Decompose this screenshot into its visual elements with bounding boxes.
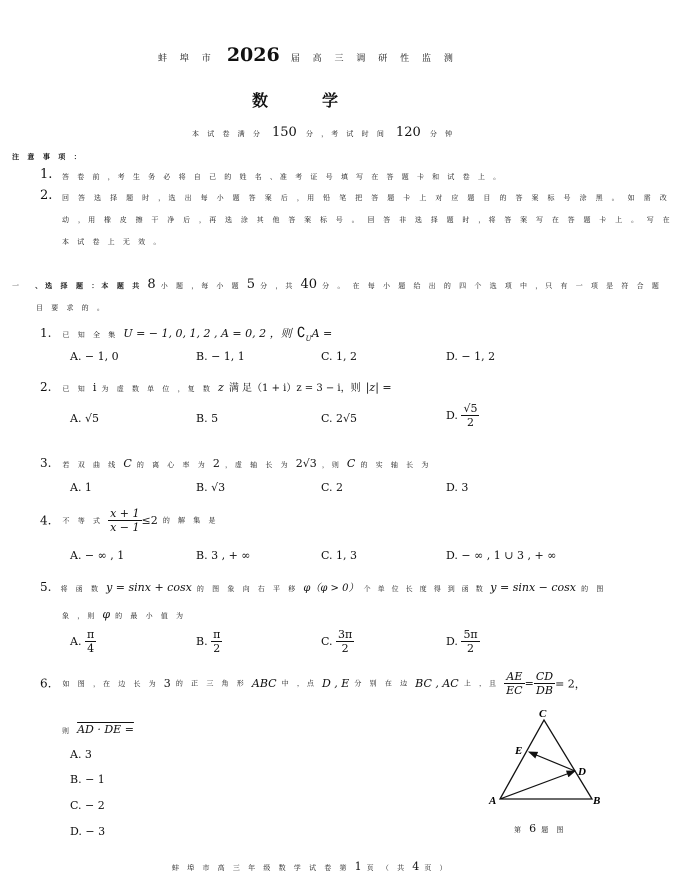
q4-option-a: A. − ∞ , 1 <box>70 549 125 562</box>
q6-text-g: 则 <box>62 727 72 735</box>
q5-a-numerator: π <box>86 628 95 641</box>
q5-d-numerator: 5π <box>463 628 478 641</box>
q2-number: 2. <box>40 380 52 394</box>
footer-page: 1 <box>354 860 362 873</box>
q5-phi: φ（φ > 0） <box>303 583 359 594</box>
q4-option-d: D. − ∞ , 1 ∪ 3 , + ∞ <box>446 549 557 562</box>
label-a: A <box>489 795 497 807</box>
info-text-c: 分 钟 <box>429 130 456 138</box>
q6-text-e: 上 ，且 <box>463 679 500 688</box>
q5-b-denominator: 2 <box>213 642 221 655</box>
q3-option-d: D. 3 <box>446 481 469 494</box>
title-year: 2026 <box>226 44 280 66</box>
question-4 <box>40 507 219 534</box>
note-1-number: 1. <box>40 167 53 182</box>
q1-tail: A = <box>311 327 333 340</box>
q1-text: 已 知 全 集 <box>62 331 119 339</box>
q6-ratio-1-bottom: EC <box>506 684 523 697</box>
q6-text-c: 中 ，点 <box>281 679 317 688</box>
q5-option-a <box>70 628 96 655</box>
q6-figure <box>482 704 606 814</box>
q3-option-c: C. 2 <box>321 481 344 494</box>
q2-condition: 满 足（1 + i）z = 3 − i，则 <box>228 383 361 394</box>
q3-text-a: 若 双 曲 线 <box>62 461 119 469</box>
footer-text-c: 页 ） <box>424 864 450 872</box>
q6-triangle: ABC <box>251 677 277 690</box>
info-text-b: 分 ，考 试 时 间 <box>305 130 387 138</box>
section-text-b: 小 题 ，每 小 题 <box>160 282 242 290</box>
label-c: C <box>539 708 547 720</box>
footer-text-a: 蚌 埠 市 高 三 年 级 数 学 试 卷 第 <box>172 864 350 872</box>
q6-equals-2: = 2， <box>555 677 586 691</box>
q5-function-2: y = sinx − cosx <box>490 581 576 594</box>
q6-text-d: 分 别 在 边 <box>354 679 411 688</box>
q5-c-fraction <box>336 628 354 655</box>
q3-curve-2: C <box>346 457 356 470</box>
exam-info <box>192 121 455 140</box>
label-e: E <box>515 745 523 757</box>
q5-a-denominator: 4 <box>87 642 95 655</box>
q6-option-d: D. − 3 <box>70 825 106 838</box>
q6-equals: = <box>524 677 534 690</box>
q6-option-b: B. − 1 <box>70 773 105 786</box>
q5-text-d: 的 图 <box>581 585 607 593</box>
question-count: 8 <box>147 277 156 292</box>
q1-option-a: A. − 1, 0 <box>70 350 119 363</box>
q5-option-c <box>321 628 354 655</box>
q1-sets: U = − 1, 0, 1, 2 , A = 0, 2 ，则 <box>123 327 292 340</box>
q2-a-value: √5 <box>84 412 99 425</box>
q5-b-label: B. <box>196 635 208 648</box>
title-prefix: 蚌 埠 市 <box>158 54 216 64</box>
q5-b-numerator: π <box>213 628 221 641</box>
note-2-line-1: 回 答 选 择 题 时 ，选 出 每 小 题 答 案 后 ，用 铅 笔 把 答 题 卡 上 对 应 题 目 的 答 案 标 号 涂 黑 。 如 需 改 <box>62 194 671 202</box>
label-d: D <box>578 766 586 778</box>
q5-a-fraction <box>85 628 96 655</box>
q2-z: z <box>217 381 224 394</box>
section-1-heading-cont: 目 要 求 的 。 <box>36 304 107 312</box>
q5-text-f: 的 最 小 值 为 <box>115 612 187 620</box>
q2-option-b: B. 5 <box>196 412 219 425</box>
question-6 <box>40 670 586 697</box>
q5-option-d <box>446 628 480 655</box>
q1-option-d: D. − 1, 2 <box>446 350 496 363</box>
q6-ratio-1-top: AE <box>504 670 524 684</box>
question-6-cont <box>62 718 134 737</box>
q2-text-a: 已 知 <box>62 385 88 393</box>
caption-text-b: 题 图 <box>541 826 567 834</box>
note-2-number: 2. <box>40 188 53 203</box>
q6-option-c: C. − 2 <box>70 799 105 812</box>
section-text-a: 、选 择 题 ：本 题 共 <box>35 281 143 290</box>
q6-points: D , E <box>321 677 350 690</box>
q5-d-label: D. <box>446 635 458 648</box>
note-2-line-2: 动 ，用 橡 皮 擦 干 净 后 ，再 选 涂 其 他 答 案 标 号 。 回 答 非 选 择 题 时 ，将 答 案 写 在 答 题 卡 上 。 写 在 <box>62 216 673 224</box>
note-2-line-3: 本 试 卷 上 无 效 。 <box>62 238 164 246</box>
q2-c-label: C. 2 <box>321 412 344 425</box>
q5-text-a: 将 函 数 <box>60 585 101 593</box>
q6-number: 6. <box>40 676 52 691</box>
q4-relation: ≤2 <box>141 514 158 527</box>
question-5 <box>40 576 606 595</box>
q3-b-value: √3 <box>211 481 226 494</box>
question-1 <box>40 322 332 343</box>
q2-c-value: √5 <box>343 412 358 425</box>
question-3 <box>40 452 431 471</box>
q5-number: 5. <box>40 580 52 594</box>
q2-d-numerator: √5 <box>463 402 478 415</box>
q6-ratio-1 <box>504 670 524 697</box>
title-suffix: 届 高 三 调 研 性 监 测 <box>290 54 458 64</box>
q6-sides: BC , AC <box>415 677 459 690</box>
q2-i: i <box>92 381 97 394</box>
points-total: 40 <box>300 277 317 292</box>
q5-phi-2: φ <box>102 608 111 621</box>
points-each: 5 <box>246 277 256 292</box>
caption-number: 6 <box>529 822 537 835</box>
q6-text-a: 如 图 ，在 边 长 为 <box>62 679 159 688</box>
label-b: B <box>593 795 601 807</box>
page-footer <box>172 855 450 874</box>
caption-text-a: 第 <box>514 826 524 834</box>
q3-b-label: B. <box>196 481 208 494</box>
q3-curve: C <box>123 457 132 470</box>
q3-option-a: A. 1 <box>70 481 92 494</box>
q6-ratio-2-bottom: DB <box>536 684 553 697</box>
q1-option-b: B. − 1, 1 <box>196 350 245 363</box>
q6-ratio-2 <box>534 670 555 697</box>
q2-text-b: 为 虚 数 单 位 ，复 数 <box>101 385 213 393</box>
question-5-cont <box>62 603 186 622</box>
figure-caption <box>514 817 566 836</box>
q6-ratio-2-top: CD <box>535 670 554 683</box>
q2-option-d <box>446 402 479 429</box>
q1-complement-sub: U <box>305 335 312 344</box>
q4-denominator: x − 1 <box>110 521 140 534</box>
q4-fraction <box>108 507 141 534</box>
notes-heading: 注 意 事 项 ： <box>12 152 84 161</box>
q6-side-length: 3 <box>163 677 171 690</box>
vector-de <box>529 752 575 771</box>
q3-axis-length: 2√3 <box>295 457 317 470</box>
vector-ad <box>500 771 575 799</box>
q5-text-b: 的 图 象 向 右 平 移 <box>196 585 299 593</box>
subject-title: 数学 <box>252 91 393 110</box>
q3-text-d: ，则 <box>321 461 342 469</box>
q2-d-label: D. <box>446 409 458 422</box>
q1-option-c: C. 1, 2 <box>321 350 358 363</box>
q3-number: 3. <box>40 456 52 470</box>
q5-c-label: C. <box>321 635 333 648</box>
q5-d-fraction <box>461 628 479 655</box>
full-score: 150 <box>272 125 297 140</box>
q3-option-b <box>196 481 225 494</box>
q4-option-b: B. 3 , + ∞ <box>196 549 251 562</box>
q3-text-c: ，虚 轴 长 为 <box>224 461 291 469</box>
section-dash: 一 <box>12 282 22 290</box>
q5-a-label: A. <box>70 635 82 648</box>
q6-text-b: 的 正 三 角 形 <box>175 679 247 688</box>
exam-minutes: 120 <box>395 125 421 140</box>
q3-text-e: 的 实 轴 长 为 <box>360 461 432 469</box>
q2-d-fraction <box>461 402 479 429</box>
q5-function-1: y = sinx + cosx <box>106 581 192 594</box>
q5-c-numerator: 3π <box>338 628 353 641</box>
section-text-d: 分 。 在 每 小 题 给 出 的 四 个 选 项 中 ，只 有 一 项 是 符 合 题 <box>322 282 662 290</box>
exam-title <box>158 44 458 66</box>
q1-number: 1. <box>40 326 52 340</box>
q4-text-b: 的 解 集 是 <box>162 516 219 525</box>
q5-text-e: 象 ，则 <box>62 612 98 620</box>
q3-eccentricity: 2 <box>212 457 220 470</box>
q1-complement: ∁ <box>296 325 306 341</box>
q4-numerator: x + 1 <box>110 507 140 520</box>
q5-option-b <box>196 628 222 655</box>
footer-total: 4 <box>412 860 420 873</box>
footer-text-b: 页 （ 共 <box>366 864 408 872</box>
q2-option-c <box>321 412 357 425</box>
q4-text-a: 不 等 式 <box>62 516 103 525</box>
q4-option-c: C. 1, 3 <box>321 549 358 562</box>
q5-d-denominator: 2 <box>467 642 475 655</box>
info-text-a: 本 试 卷 满 分 <box>192 130 263 138</box>
q4-number: 4. <box>40 513 52 528</box>
question-2 <box>40 376 392 395</box>
section-1-heading <box>12 273 662 292</box>
q6-dot-product: AD · DE = <box>77 723 134 736</box>
q2-d-denominator: 2 <box>466 416 474 429</box>
note-1-text: 答 卷 前 ，考 生 务 必 将 自 己 的 姓 名 、准 考 证 号 填 写 在 答 题 卡 和 试 卷 上 。 <box>62 173 504 181</box>
q2-abs: |z| = <box>365 381 392 394</box>
q3-text-b: 的 离 心 率 为 <box>136 461 208 469</box>
section-text-c: 分 ，共 <box>260 282 296 290</box>
q2-a-label: A. <box>70 412 82 425</box>
q5-text-c: 个 单 位 长 度 得 到 函 数 <box>363 585 486 593</box>
q5-c-denominator: 2 <box>341 642 349 655</box>
q2-option-a <box>70 412 99 425</box>
q5-b-fraction <box>211 628 222 655</box>
q6-option-a: A. 3 <box>70 748 92 761</box>
